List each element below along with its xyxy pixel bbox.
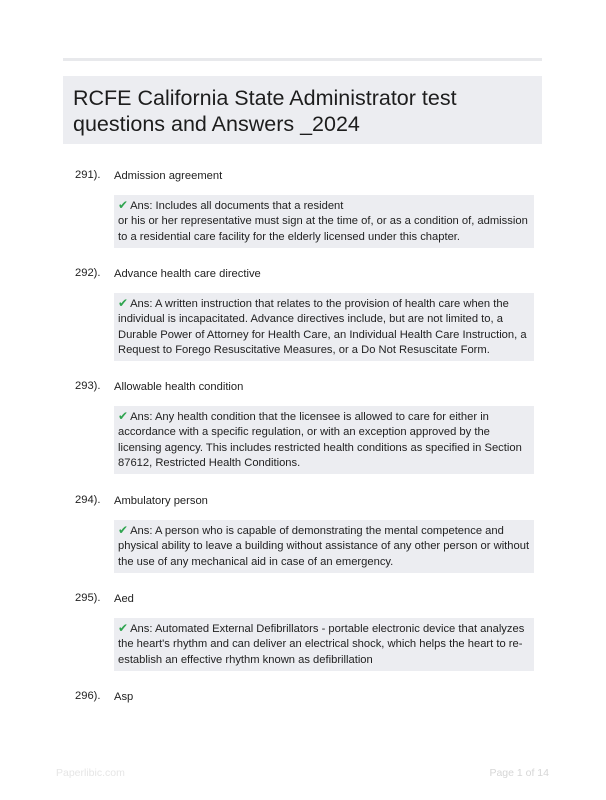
- document-title: [73, 85, 532, 137]
- check-icon: ✔: [118, 409, 129, 423]
- answer-panel: [114, 195, 534, 248]
- question-term: Ambulatory person: [114, 495, 208, 507]
- title-line-1: RCFE California State Administrator test: [73, 86, 457, 110]
- title-line-2: questions and Answers _2024: [73, 112, 360, 136]
- question-term: Aed: [114, 593, 134, 605]
- question-term: Admission agreement: [114, 170, 223, 182]
- answer-text: Ans: Automated External Defibrillators - portable electronic device that analyzes the heart's rhythm and can deliver an electrical shock, which helps the heart to re-establish an effective rhythm known as defibrillation: [118, 623, 525, 666]
- question-number: 292).: [75, 267, 101, 279]
- answer-panel: [114, 520, 534, 573]
- check-icon: ✔: [118, 198, 129, 212]
- question-number: 291).: [75, 169, 101, 181]
- question-number: 296).: [75, 690, 101, 702]
- answer-panel: [114, 293, 534, 361]
- top-divider: [63, 58, 542, 61]
- answer-text: Ans: Any health condition that the licensee is allowed to care for either in accordance with a specific regulation, or with an exception approved by the licensing agency. This includes restricted health conditions as specified in Section 87612, Restricted Health Conditions.: [118, 411, 522, 469]
- document-title-banner: [63, 76, 542, 144]
- footer-watermark: Paperlibic.com: [56, 767, 125, 779]
- answer-text: Ans: A person who is capable of demonstrating the mental competence and physical ability to leave a building without assistance of any other person or without the use of any mechanical aid in case of an emergency.: [118, 525, 530, 568]
- answer-text-line1: Ans: Includes all documents that a resident: [130, 200, 344, 212]
- check-icon: ✔: [118, 621, 129, 635]
- question-number: 295).: [75, 592, 101, 604]
- answer-panel: [114, 406, 534, 474]
- question-term: Advance health care directive: [114, 268, 261, 280]
- question-number: 294).: [75, 494, 101, 506]
- answer-text-rest: or his or her representative must sign at the time of, or as a condition of, admission to a residential care facility for the elderly licensed under this chapter.: [118, 215, 528, 243]
- question-term: Asp: [114, 691, 134, 703]
- check-icon: ✔: [118, 523, 129, 537]
- check-icon: ✔: [118, 296, 129, 310]
- answer-text: Ans: A written instruction that relates to the provision of health care when the individual is incapacitated. Advance directives include, but are not limited to, a Durable Power of Attorney for Health Care, an Individual Health Care Instruction, a Request to Forego Resuscitative Measures, or a Do Not Resuscitate Form.: [118, 298, 527, 356]
- question-number: 293).: [75, 380, 101, 392]
- page-indicator: Page 1 of 14: [489, 767, 549, 779]
- question-term: Allowable health condition: [114, 381, 244, 393]
- answer-panel: [114, 618, 534, 671]
